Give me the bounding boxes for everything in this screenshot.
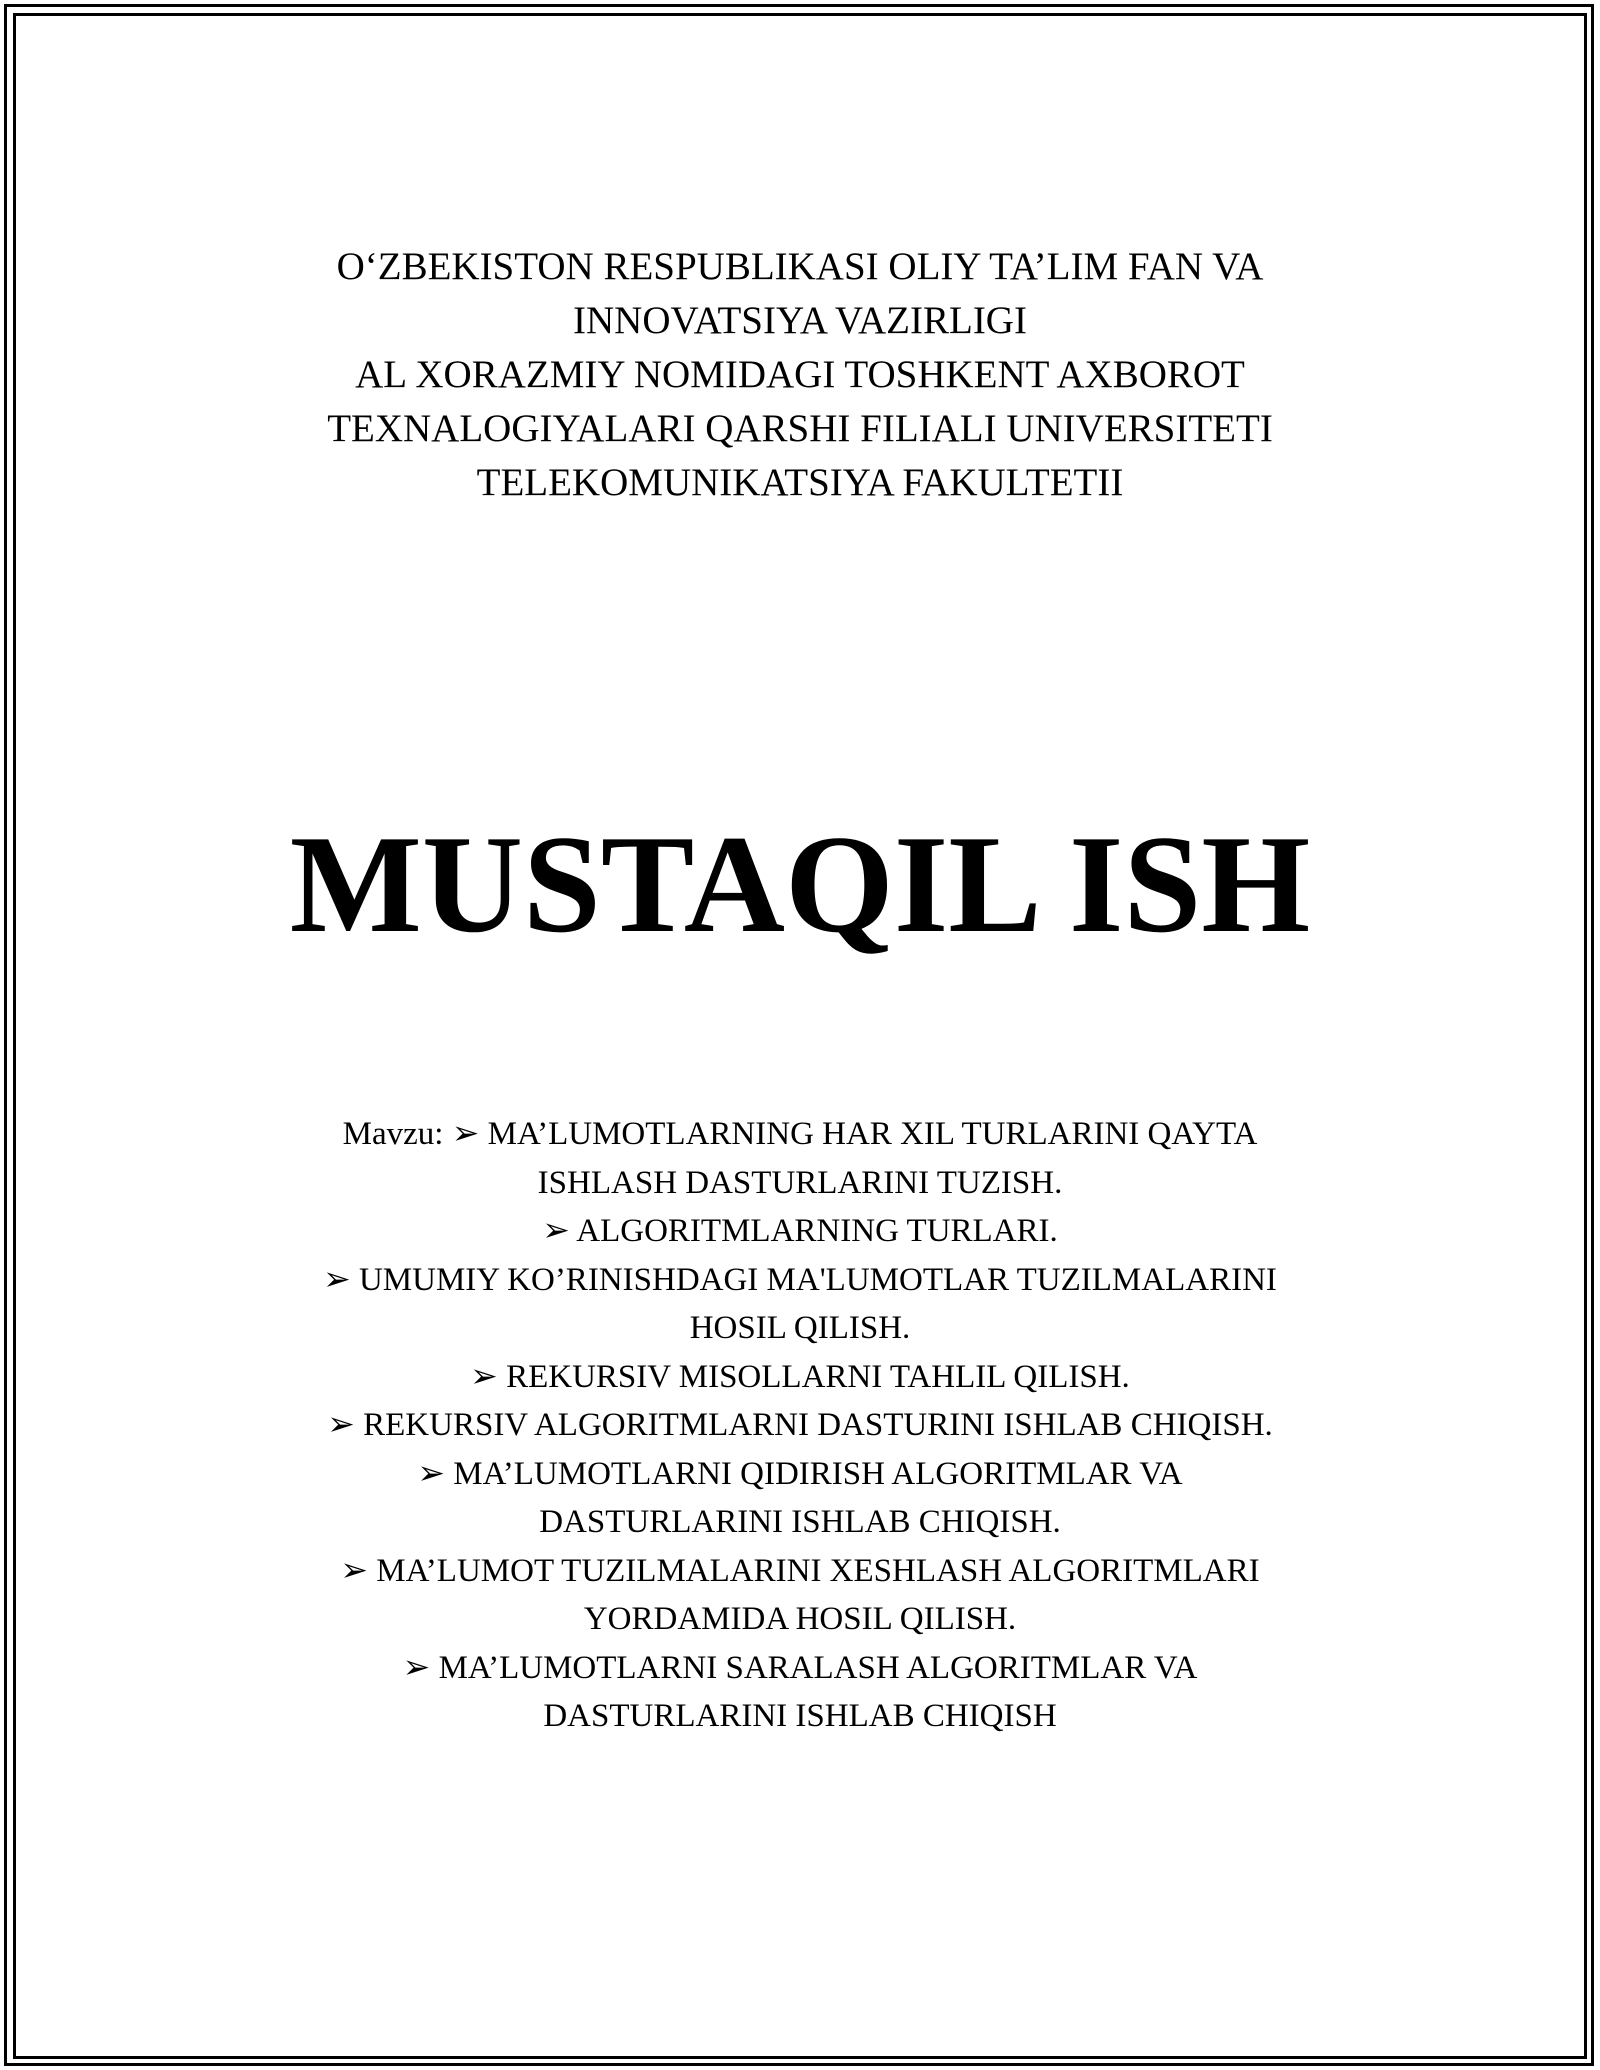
institution-header bbox=[0, 240, 1600, 510]
topic-line: ➢ MA’LUMOT TUZILMALARINI XESHLASH ALGORITMLARI bbox=[340, 1552, 1260, 1589]
header-line: INNOVATSIYA VAZIRLIGI bbox=[573, 299, 1027, 342]
topic-line: ➢ REKURSIV ALGORITMLARNI DASTURINI ISHLAB CHIQISH. bbox=[327, 1407, 1273, 1443]
header-line: O‘ZBEKISTON RESPUBLIKASI OLIY TA’LIM FAN VA bbox=[336, 245, 1264, 288]
topic-line: ➢ MA’LUMOTLARNI QIDIRISH ALGORITMLAR VA bbox=[417, 1455, 1183, 1492]
topic-line: ISHLASH DASTURLARINI TUZISH. bbox=[537, 1164, 1063, 1201]
topic-line: ➢ ALGORITMLARNING TURLARI. bbox=[542, 1213, 1058, 1249]
topic-line: ➢ UMUMIY KO’RINISHDAGI MA'LUMOTLAR TUZILMALARINI bbox=[323, 1261, 1277, 1298]
topic-line: ➢ REKURSIV MISOLLARNI TAHLIL QILISH. bbox=[470, 1358, 1130, 1395]
topic-line: DASTURLARINI ISHLAB CHIQISH bbox=[543, 1698, 1057, 1734]
document-title: MUSTAQIL ISH bbox=[289, 807, 1311, 962]
topic-line: DASTURLARINI ISHLAB CHIQISH. bbox=[539, 1504, 1061, 1540]
topic-line: YORDAMIDA HOSIL QILISH. bbox=[583, 1601, 1017, 1637]
topic-line: HOSIL QILISH. bbox=[689, 1310, 911, 1346]
header-line: TELEKOMUNIKATSIYA FAKULTETII bbox=[476, 461, 1124, 504]
header-line: AL XORAZMIY NOMIDAGI TOSHKENT AXBOROT bbox=[355, 353, 1245, 396]
topic-list bbox=[0, 1110, 1600, 1741]
topic-line: ➢ MA’LUMOTLARNI SARALASH ALGORITMLAR VA bbox=[402, 1649, 1198, 1686]
header-line: TEXNALOGIYALARI QARSHI FILIALI UNIVERSITETI bbox=[327, 407, 1273, 450]
topic-line: Mavzu: ➢ MA’LUMOTLARNING HAR XIL TURLARINI QAYTA bbox=[342, 1116, 1258, 1152]
